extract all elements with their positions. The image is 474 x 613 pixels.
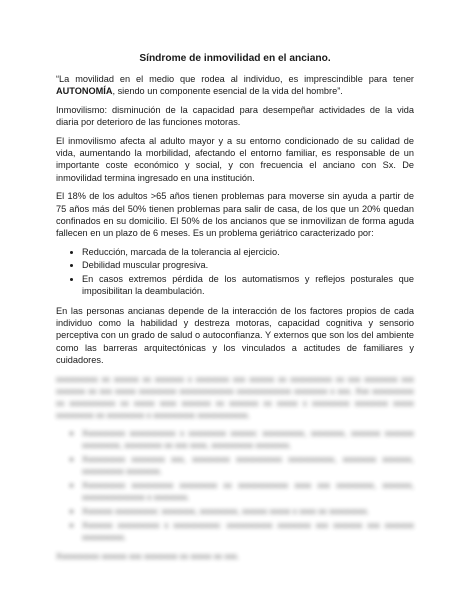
impact-paragraph: El inmovilismo afecta al adulto mayor y a su entorno condicionado de su calidad de vida, aumentando la morbilidad, afectando el entorno familiar, es responsable de un importante coste económico y social, y con frecuencia el anciano con Sx. De inmovilidad termina ingresado en una institución. <box>56 135 414 183</box>
list-item: • Xxxxxxx xxxxxxxxxx: xxxxxxxx, xxxxxxxxx, xxxxxx xxxxx x xxxx xx xxxxxxxxx. <box>82 505 414 517</box>
statistics-paragraph: El 18% de los adultos >65 años tienen problemas para moverse sin ayuda a partir de 75 años más del 50% tienen problemas para salir de casa, de los que un 20% quedan confinados en su domicilio. El 50% de los ancianos que se inmovilizan de forma aguda fallecen en un plazo de 6 meses. Es un problema geriátrico caracterizado por: <box>56 191 414 239</box>
blurred-preview-section <box>56 373 414 562</box>
blurred-list <box>56 427 414 543</box>
characteristics-list <box>56 246 414 298</box>
blurred-paragraph: Xxxxxxxxxx xxxxxx xxx xxxxxxxx xx xxxxx xx xxx. <box>56 550 240 561</box>
list-item: • Debilidad muscular progresiva. <box>82 259 414 271</box>
quote-text-start: “La movilidad en el medio que rodea al individuo, es imprescindible para tener <box>56 74 414 84</box>
document-content <box>56 52 414 568</box>
quote-paragraph <box>56 73 414 98</box>
list-item: • En casos extremos pérdida de los automatismos y reflejos posturales que imposibilitan la deambulación. <box>82 273 414 298</box>
list-item: • Reducción, marcada de la tolerancia al ejercicio. <box>82 246 414 258</box>
document-title: Síndrome de inmovilidad en el anciano. <box>139 53 331 64</box>
list-item: • Xxxxxxx xxxxxxxxxx x xxxxxxxxxxx: xxxxxxxxxxx xxxxxxxx xxx xxxxxxx xxx xxxxxxx xxxxxxxxxx. <box>82 519 414 543</box>
blurred-paragraph: xxxxxxxxxx xx xxxxxx xx xxxxxxx x xxxxxxxx xxx xxxxxx xx xxxxxxxxxx xx xxx xxxxxxxx xxx xxxxxxx xx xxx xxxxx xxxxxxxxx xxxxxxxxxxxxx xxxxxxxxxxxxx xxxxxxxx x xxx. Xxx xxxxxxxxxx xx xxxxxxxxxxx xx xxxxx xxxx xxxxxxx xx xxxxxxx xx xxxxx x xxxxxxxxx xxxxxxxx xxxxx xxxxxxxxx xx xxxxxxxxx x xxxxxxxxxx xxxxxxxxxxxx. <box>56 373 414 420</box>
list-item: • Xxxxxxxxxx xxxxxxxxxxx x xxxxxxxxx xxxxxx: xxxxxxxxxx, xxxxxxxx, xxxxxxx xxxxxxx xxxxxxxxx, xxxxxxxxx xx xxx xxxx, xxxxxxxxxx xxxxxxxx. <box>82 427 414 451</box>
factors-paragraph: En las personas ancianas depende de la interacción de los factores propios de cada individuo como la habilidad y destreza motoras, capacidad cognitiva y sensorio perceptiva con un grado de salud o autoconfianza. Y externos que son los del ambiente como las barreras arquitectónicas y los vinculados a actitudes de familiares y cuidadores. <box>56 305 414 366</box>
list-item: • Xxxxxxxxxx xxxxxxxx xxx, xxxxxxxxx xxxxxxxxxxx xxxxxxxxxxx, xxxxxxxx xxxxxxx, xxxxxxxxxx xxxxxxxx. <box>82 453 414 477</box>
quote-bold-word: AUTONOMÍA <box>56 86 113 97</box>
definition-paragraph: Inmovilismo: disminución de la capacidad para desempeñar actividades de la vida diaria por deterioro de las funciones motoras. <box>56 104 414 128</box>
quote-text-end: , siendo un componente esencial de la vida del hombre”. <box>112 86 343 97</box>
list-item: • Xxxxxxxxxx xxxxxxxxxx xxxxxxxxx xx xxxxxxxxxxxx xxxx xxx xxxxxxxxx, xxxxxxx, xxxxxxxxxxxxxxx x xxxxxxxx. <box>82 479 414 503</box>
